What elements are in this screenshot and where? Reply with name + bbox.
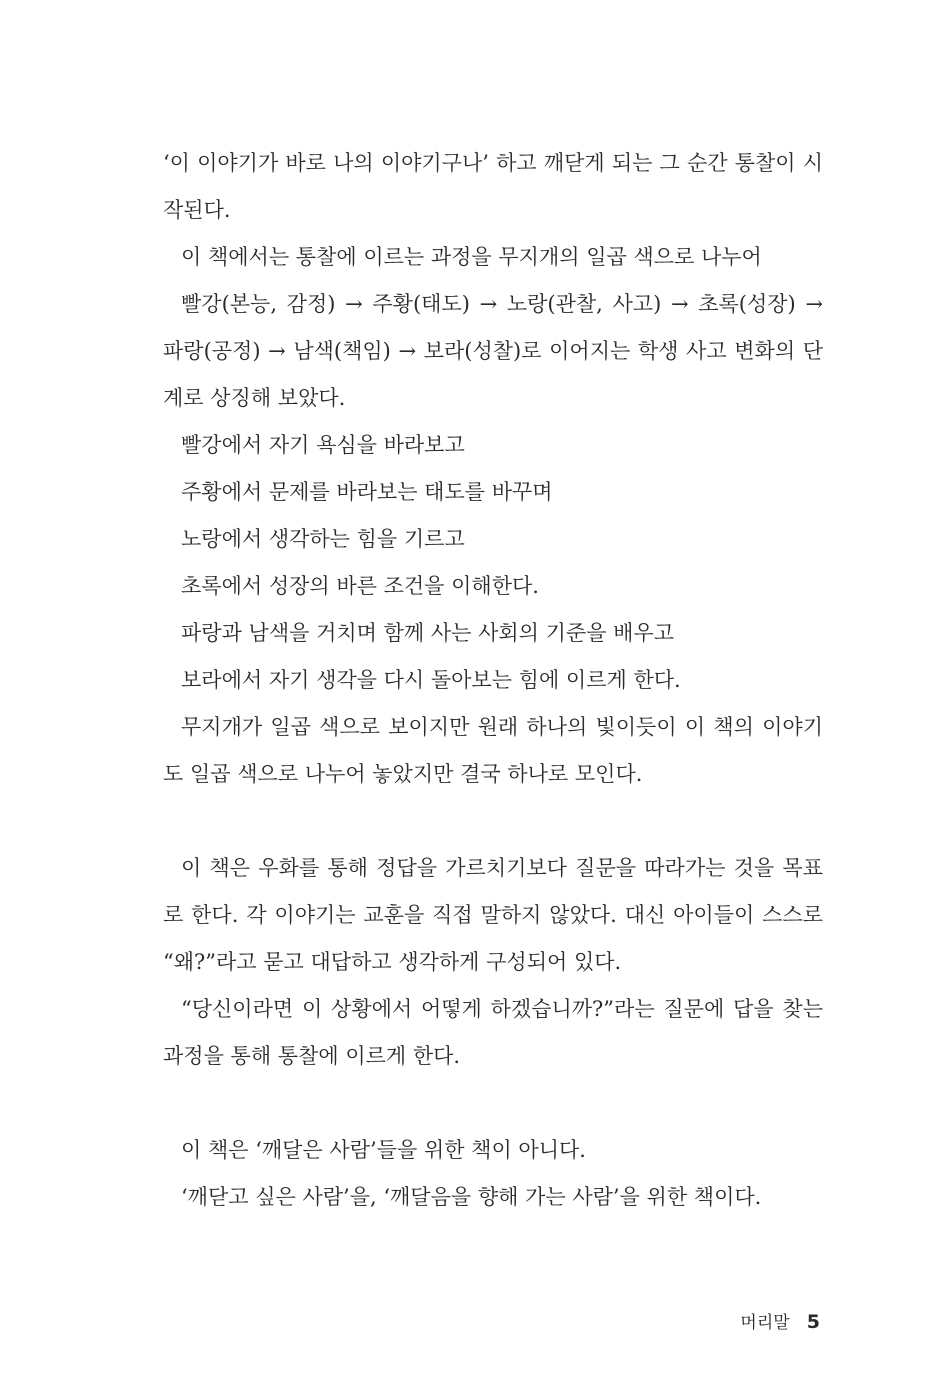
text-line: 빨강에서 자기 욕심을 바라보고 (181, 433, 465, 457)
page-number: 5 (806, 1311, 820, 1333)
paragraph-gap (163, 798, 823, 845)
running-section-title: 머리말 (740, 1313, 790, 1333)
paragraph (163, 845, 823, 986)
paragraph (163, 422, 823, 704)
text-line: 이 책은 ‘깨달은 사람’들을 위한 책이 아니다. (181, 1138, 586, 1162)
text-line: “왜?”라고 묻고 대답하고 생각하게 구성되어 있다. (163, 950, 622, 974)
text-line: 초록에서 성장의 바른 조건을 이해한다. (181, 574, 539, 598)
paragraph (163, 1127, 823, 1221)
text-line: 이 책은 우화를 통해 정답을 가르치기보다 질문을 따라가는 것을 목표 (181, 856, 823, 880)
paragraph (163, 986, 823, 1080)
page-footer (740, 1307, 820, 1337)
text-line: ‘깨닫고 싶은 사람’을, ‘깨달음을 향해 가는 사람’을 위한 책이다. (181, 1185, 762, 1209)
text-line: 파랑(공정) → 남색(책임) → 보라(성찰)로 이어지는 학생 사고 변화의 단 (163, 339, 823, 363)
paragraph (163, 704, 823, 798)
text-line: 작된다. (163, 198, 231, 222)
text-line: 계로 상징해 보았다. (163, 386, 346, 410)
text-line: 노랑에서 생각하는 힘을 기르고 (181, 527, 465, 551)
paragraph-gap (163, 1080, 823, 1127)
paragraph (163, 140, 823, 234)
body-text (163, 140, 823, 1221)
text-line: 주황에서 문제를 바라보는 태도를 바꾸며 (181, 480, 553, 504)
text-line: 과정을 통해 통찰에 이르게 한다. (163, 1044, 461, 1068)
text-line: “당신이라면 이 상황에서 어떻게 하겠습니까?”라는 질문에 답을 찾는 (181, 997, 823, 1021)
text-line: 빨강(본능, 감정) → 주황(태도) → 노랑(관찰, 사고) → 초록(성장) → (181, 292, 823, 316)
text-line: ‘이 이야기가 바로 나의 이야기구나’ 하고 깨닫게 되는 그 순간 통찰이 시 (163, 151, 823, 175)
text-line: 로 한다. 각 이야기는 교훈을 직접 말하지 않았다. 대신 아이들이 스스로 (163, 903, 823, 927)
text-line: 파랑과 남색을 거치며 함께 사는 사회의 기준을 배우고 (181, 621, 675, 645)
text-line: 보라에서 자기 생각을 다시 돌아보는 힘에 이르게 한다. (181, 668, 681, 692)
text-line: 이 책에서는 통찰에 이르는 과정을 무지개의 일곱 색으로 나누어 (181, 245, 762, 269)
paragraph (163, 234, 823, 422)
text-line: 무지개가 일곱 색으로 보이지만 원래 하나의 빛이듯이 이 책의 이야기 (181, 715, 823, 739)
text-line: 도 일곱 색으로 나누어 놓았지만 결국 하나로 모인다. (163, 762, 643, 786)
